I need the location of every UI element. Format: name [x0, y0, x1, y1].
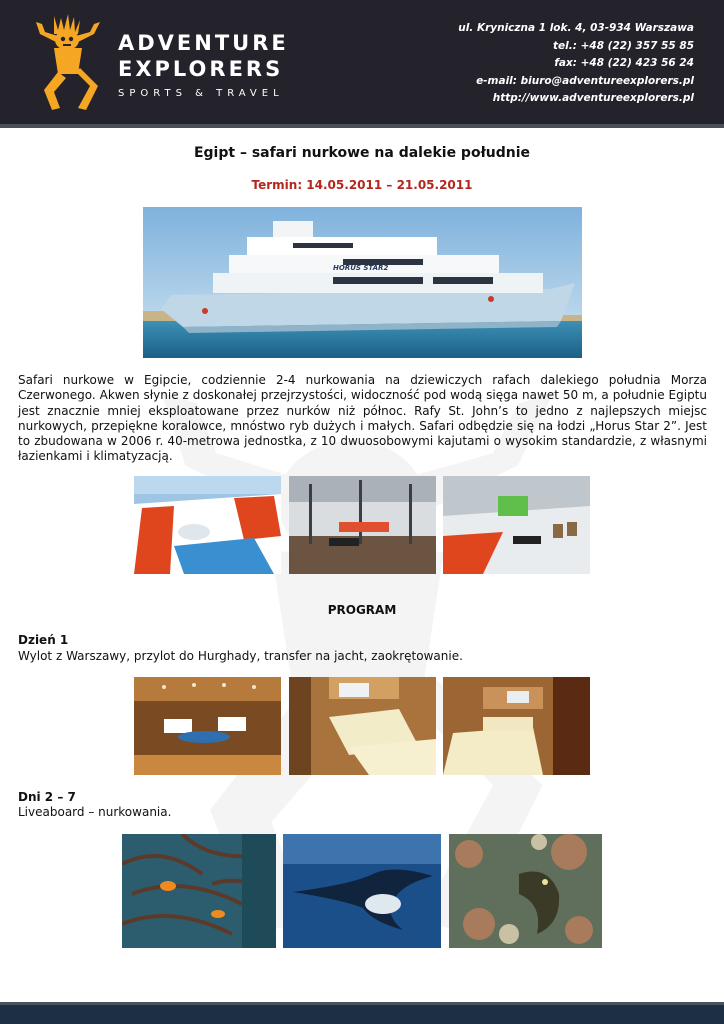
page-footer [0, 1002, 724, 1024]
day-2-7-text: Liveaboard – nurkowania. [18, 805, 172, 819]
cabin-photo-double [443, 677, 590, 775]
moray-eel-photo [449, 834, 602, 948]
day-2-7-heading: Dni 2 – 7 [18, 790, 76, 804]
brand-line-explorers: EXPLORERS [118, 57, 284, 81]
contact-website[interactable]: http://www.adventureexplorers.pl [492, 92, 694, 104]
contact-fax: fax: +48 (22) 423 56 24 [554, 57, 694, 69]
trip-dates: Termin: 14.05.2011 – 21.05.2011 [251, 178, 473, 192]
brand-line-adventure: ADVENTURE [118, 31, 289, 55]
contact-address: ul. Kryniczna 1 lok. 4, 03-934 Warszawa [458, 22, 694, 34]
contact-block [458, 20, 694, 108]
header-stripe [0, 124, 724, 128]
day-1-heading: Dzień 1 [18, 633, 69, 647]
intro-paragraph: Safari nurkowe w Egipcie, codziennie 2-4 nurkowania na dziewiczych rafach dalekiego południa Morza Czerwonego. Akwen słynie z doskonałej przejrzystości, widoczność pod wodą sięga nawet 50 m, a południe Egiptu jest znacznie mniej eksploatowane przez nurków niż północ. Rafy St. John’s to jedno z najlepszych miejsc nurkowych, przepiękne koralowce, mnóstwo ryb dużych i małych. Safari odbędzie się na łodzi „Horus Star 2”. Jest to zbudowana w 2006 r. 40-metrowa jednostka, z 10 dwuosobowymi kajutami o wysokim standardzie, z własnymi łazienkami i klimatyzacją. [18, 373, 707, 464]
day-1-text: Wylot z Warszawy, przylot do Hurghady, transfer na jacht, zaokrętowanie. [18, 649, 463, 663]
salon-photo [134, 677, 281, 775]
program-heading: PROGRAM [327, 603, 397, 617]
brand-tagline: SPORTS & TRAVEL [118, 88, 284, 99]
boat-photo [143, 207, 582, 358]
deck-photo-shaded [443, 476, 590, 574]
manta-ray-photo [283, 834, 441, 948]
brand-wordmark [118, 30, 289, 99]
tribal-figure-logo-icon [34, 12, 106, 116]
document-title: Egipt – safari nurkowe na dalekie południe [193, 145, 531, 161]
boat-name-label: HORUS STAR2 [333, 264, 389, 272]
contact-tel: tel.: +48 (22) 357 55 85 [553, 39, 694, 52]
anemone-fish-photo [122, 834, 276, 948]
cabin-photo-twin [289, 677, 436, 775]
page-header [0, 0, 724, 128]
footer-stripe [0, 1002, 724, 1005]
deck-photo-sundeck [134, 476, 281, 574]
deck-photo-lounge [289, 476, 436, 574]
contact-email[interactable]: e-mail: biuro@adventureexplorers.pl [476, 74, 694, 87]
